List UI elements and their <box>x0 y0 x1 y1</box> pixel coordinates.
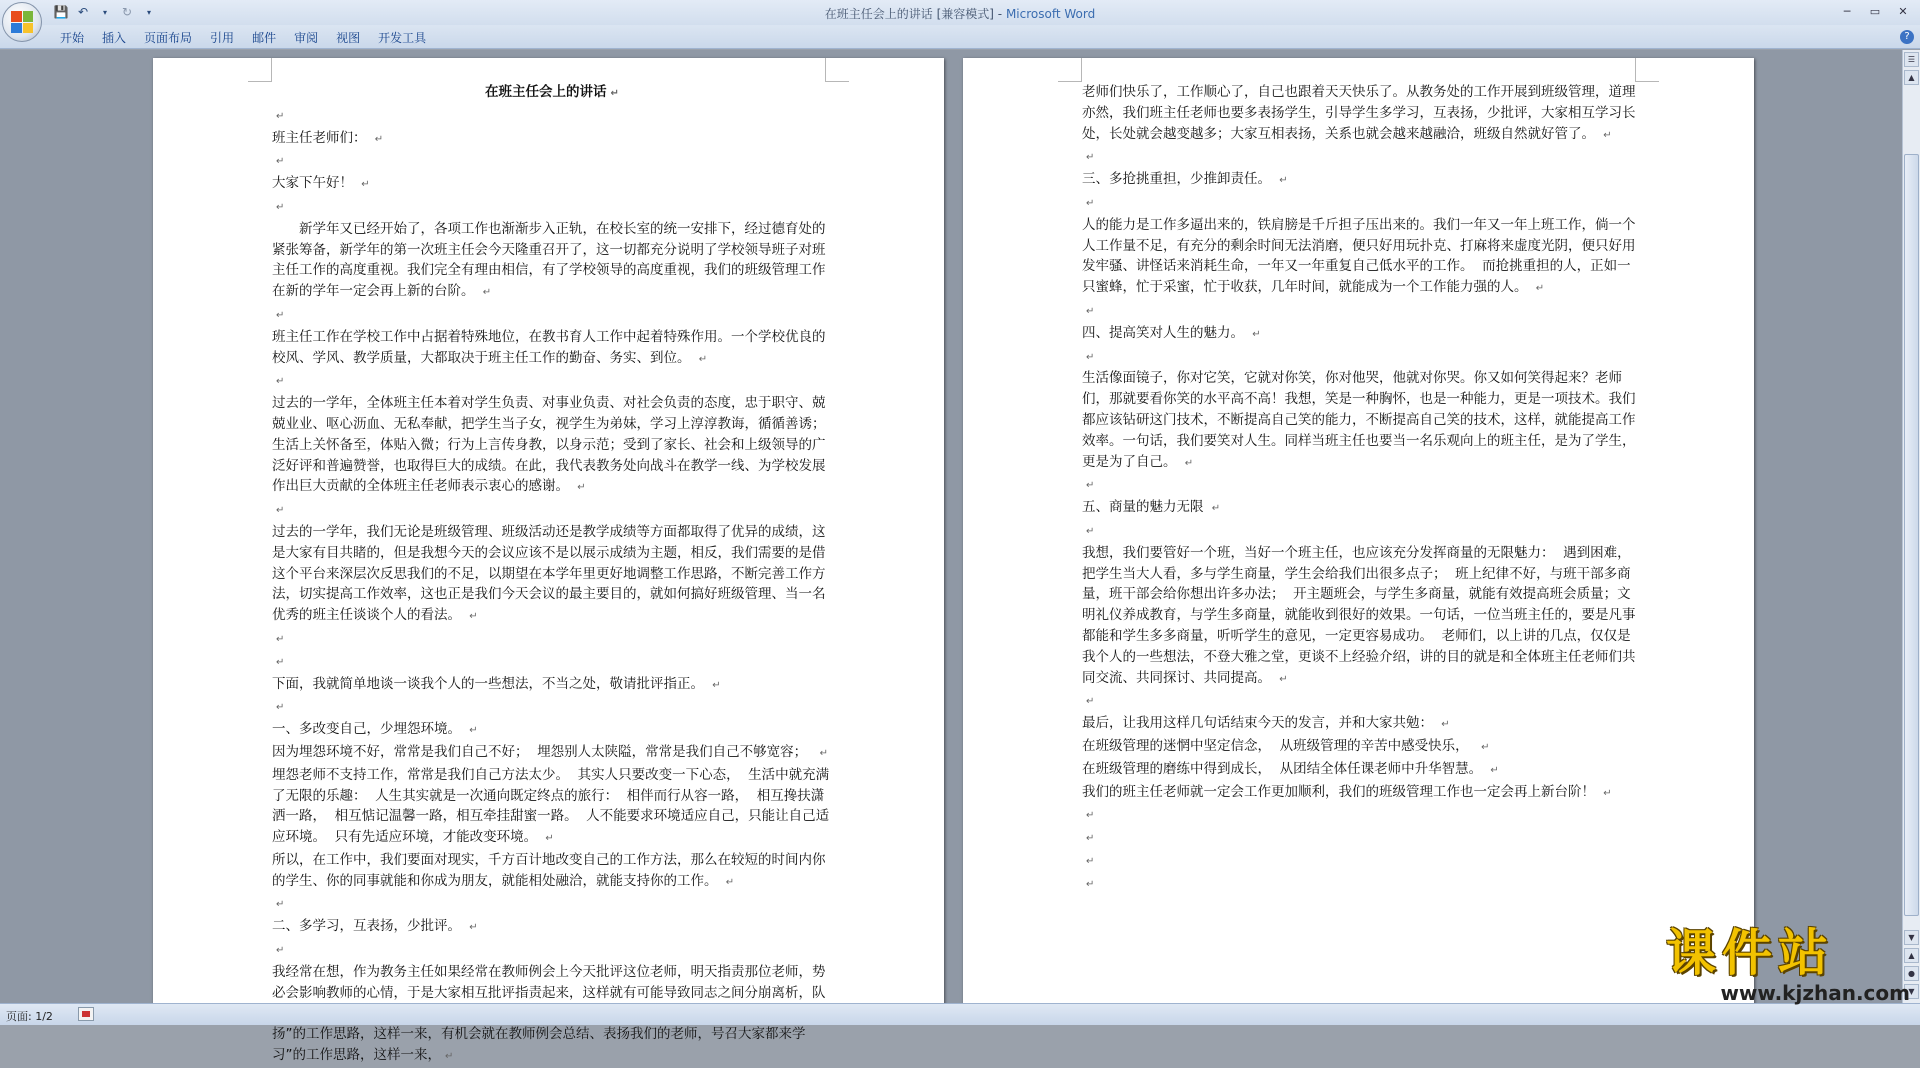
scroll-down-icon[interactable]: ▼ <box>1904 930 1919 945</box>
paragraph-mark-icon: ↵ <box>374 133 384 145</box>
page-count-status[interactable]: 页面: 1/2 <box>6 1010 53 1023</box>
vertical-scrollbar[interactable] <box>1902 50 1920 1003</box>
paragraph-mark-icon: ↵ <box>698 353 708 365</box>
window-controls <box>1834 2 1916 20</box>
customize-qat-icon[interactable]: ▾ <box>146 7 151 17</box>
paragraph-mark-icon: ↵ <box>1086 525 1095 537</box>
status-bar <box>0 1003 1920 1025</box>
paragraph-text: 老师们快乐了，工作顺心了，自己也跟着天天快乐了。从教务处的工作开展到班级管理，道理亦然，我们班主任老师也要多表扬学生，引导学生多学习，互表扬，少批评，大家相互学习长处，长处就会越变越多；大家互相表扬，关系也就会越来越融洽，班级自然就好管了。 <box>1082 84 1636 142</box>
minimize-icon[interactable]: ─ <box>1843 4 1851 18</box>
paragraph-text: 五、商量的魅力无限 <box>1082 499 1208 516</box>
paragraph-mark-icon: ↵ <box>577 482 586 494</box>
document-paragraph[interactable] <box>1082 146 1642 169</box>
paragraph-mark-icon: ↵ <box>1279 673 1288 685</box>
document-paragraph[interactable] <box>272 522 832 628</box>
help-icon[interactable]: ? <box>1900 30 1914 44</box>
document-paragraph[interactable] <box>272 628 832 651</box>
paragraph-text: 过去的一学年，我们无论是班级管理、班级活动还是教学成绩等方面都取得了优异的成绩，这是大家有目共睹的，但是我想今天的会议应该不是以展示成绩为主题，相反，我们需要的是借这个平台来深层次反思我们的不足，以期望在本学年里更好地调整工作思路，不断完善工作方法，切实提高工作效率，这也正是我们今天会议的最主要目的，就如何搞好班级管理、当一名优秀的班主任谈谈个人的看法。 <box>272 523 826 624</box>
maximize-icon[interactable]: ▭ <box>1869 4 1881 18</box>
document-paragraph[interactable] <box>272 893 832 916</box>
previous-page-icon[interactable]: ▲ <box>1904 948 1919 963</box>
document-paragraph[interactable] <box>1082 192 1642 215</box>
document-paragraph[interactable] <box>272 196 832 219</box>
document-paragraph[interactable] <box>272 128 832 151</box>
paragraph-text: 我经常在想，作为教务主任如果经常在教师例会上今天批评这位老师，明天指责那位老师，势必会影响教师的心情，于是大家相互批评指责起来，这样就有可能导致同志之间分崩离析，队 扬”的工作思路，这样一来，有机会就在教师例会总结、表扬我们的老师，号召大家都来学习”的工作思路，这样一来， <box>272 963 826 1064</box>
document-paragraph[interactable] <box>272 719 832 742</box>
paragraph-mark-icon: ↵ <box>469 922 478 934</box>
document-paragraph[interactable] <box>1082 368 1642 474</box>
paragraph-text: 我想，我们要管好一个班，当好一个班主任，也应该充分发挥商量的无限魅力： 遇到困难，把学生当大人看，多与学生商量，学生会给我们出很多点子； 班上纪律不好，与班干部多商量，班干部会给你想出许多办法； 开主题班会，与学生多商量，就能有效提高班会质量；文明礼仪养成教育，与学生多商量，就能收到很好的效果。一句话，一位当班主任的，要是凡事都能和学生多多商量，听听学生的意见，一定更容易成功。 老师们，以上讲的几点，仅仅是我个人的一些想法，不登大雅之堂，更谈不上经验介绍，讲的目的就是和全体班主任老师们共同交流、共同探讨、共同提高。 <box>1082 544 1636 686</box>
document-paragraph[interactable] <box>272 651 832 674</box>
paragraph-mark-icon: ↵ <box>276 899 285 911</box>
document-paragraph[interactable] <box>272 393 832 499</box>
paragraph-text: 因为埋怨环境不好，常常是我们自己不好； 埋怨别人太陕隘，常常是我们自己不够宽容； <box>272 743 816 760</box>
paragraph-mark-icon: ↵ <box>1086 855 1095 867</box>
document-paragraph[interactable] <box>1082 736 1642 759</box>
paragraph-mark-icon: ↵ <box>276 702 285 714</box>
paragraph-mark-icon: ↵ <box>1086 351 1095 363</box>
crop-mark <box>1635 58 1659 82</box>
document-title: 在班主任会上的讲话 [兼容模式] <box>824 7 994 21</box>
document-paragraph[interactable] <box>272 327 832 371</box>
paragraph-text: 过去的一学年，全体班主任本着对学生负责、对事业负责、对社会负责的态度，忠于职守、兢兢业业、呕心沥血、无私奉献，把学生当子女，视学生为弟妹，学习上淳淳教诲，循循善诱；生活上关怀备至，体贴入微；行为上言传身教，以身示范；受到了家长、社会和上级领导的广泛好评和普遍赞誉，也取得巨大的成绩。在此，我代表教务处向战斗在教学一线、为学校发展作出巨大贡献的全体班主任老师表示衷心的感谢。 <box>272 395 826 495</box>
paragraph-text: 大家下午好！ <box>272 175 358 192</box>
paragraph-mark-icon: ↵ <box>276 156 285 168</box>
paragraph-mark-icon: ↵ <box>712 679 721 691</box>
proofing-status-icon[interactable] <box>78 1007 94 1021</box>
ruler-toggle-icon[interactable]: ☰ <box>1904 52 1919 67</box>
tab-home[interactable]: 开始 <box>60 31 85 45</box>
paragraph-mark-icon: ↵ <box>361 179 370 191</box>
paragraph-mark-icon: ↵ <box>1184 457 1194 469</box>
document-paragraph[interactable] <box>272 916 832 939</box>
tab-insert[interactable]: 插入 <box>102 31 127 45</box>
document-paragraph[interactable] <box>272 150 832 173</box>
document-page-2[interactable] <box>963 58 1754 1018</box>
paragraph-mark-icon: ↵ <box>1086 305 1095 317</box>
scrollbar-thumb[interactable] <box>1904 154 1919 916</box>
page-1-text[interactable] <box>272 82 832 1068</box>
paragraph-mark-icon: ↵ <box>1086 810 1095 822</box>
office-logo-icon <box>11 11 33 33</box>
paragraph-text: 下面，我就简单地谈一谈我个人的一些想法，不当之处，敬请批评指正。 <box>272 675 709 692</box>
document-heading[interactable] <box>272 82 832 105</box>
document-paragraph[interactable] <box>1082 346 1642 369</box>
document-paragraph[interactable] <box>1082 169 1642 192</box>
close-icon[interactable]: ✕ <box>1898 4 1908 18</box>
paragraph-mark-icon: ↵ <box>482 287 492 299</box>
title-separator: - <box>993 7 1006 21</box>
tab-page-layout[interactable]: 页面布局 <box>144 31 193 45</box>
paragraph-mark-icon: ↵ <box>276 656 285 668</box>
paragraph-text: 生活像面镜子，你对它笑，它就对你笑，你对他哭，他就对你哭。你又如何笑得起来？老师们，那就要看你笑的水平高不高！我想，笑是一种胸怀，也是一种能力，更是一项技术。我们都应该钻研这门技术，不断提高自己笑的能力，不断提高自己笑的技术，这样，就能提高工作效率。一句话，我们要笑对人生。同样当班主任也要当一名乐观向上的班主任，是为了学生，更是为了自己。 <box>1082 370 1636 470</box>
document-paragraph[interactable] <box>1082 323 1642 346</box>
paragraph-mark-icon: ↵ <box>1086 878 1095 890</box>
document-paragraph[interactable] <box>272 219 832 304</box>
paragraph-mark-icon: ↵ <box>1279 175 1288 187</box>
window-title <box>0 5 1920 22</box>
paragraph-mark-icon: ↵ <box>469 725 478 737</box>
undo-icon[interactable]: ↶ <box>77 5 89 19</box>
watermark-logo <box>1666 925 1914 1003</box>
paragraph-text: 四、提高笑对人生的魅力。 <box>1082 324 1249 341</box>
paragraph-text: 所以，在工作中，我们要面对现实，千方百计地改变自己的工作方法，那么在较短的时间内你的学生、你的同事就能和你成为朋友，就能相处融洽，就能支持你的工作。 <box>272 851 826 889</box>
tab-review[interactable]: 审阅 <box>294 31 319 45</box>
ribbon-tab-bar <box>0 25 1920 49</box>
select-browse-object-icon[interactable]: ● <box>1904 966 1919 981</box>
paragraph-mark-icon: ↵ <box>545 833 554 845</box>
paragraph-text: 埋怨老师不支持工作，常常是我们自己方法太少。 其实人只要改变一下心态， 生活中就充满了无限的乐趣： 人生其实就是一次通向既定终点的旅行： 相伴而行从容一路， 相互搀扶潇洒一路， 相互惦记温馨一路，相互牵挂甜蜜一路。 人不能要求环境适应自己，只能让自己适应环境。 只有先适应环境，才能改变环境。 <box>272 766 830 846</box>
paragraph-mark-icon: ↵ <box>276 201 285 213</box>
paragraph-mark-icon: ↵ <box>725 876 735 888</box>
watermark-text: 课件站 <box>1666 924 1834 982</box>
paragraph-text: 在班级管理的磨练中得到成长， 从团结全体任课老师中升华智慧。 <box>1082 760 1487 777</box>
tab-references[interactable]: 引用 <box>210 31 235 45</box>
document-paragraph[interactable] <box>272 696 832 719</box>
crop-mark <box>248 58 272 82</box>
paragraph-mark-icon: ↵ <box>1603 787 1612 799</box>
document-paragraph[interactable] <box>272 370 832 393</box>
tab-view[interactable]: 视图 <box>336 31 361 45</box>
paragraph-mark-icon: ↵ <box>276 633 285 645</box>
page-2-text[interactable] <box>1082 82 1642 895</box>
paragraph-text: 一、多改变自己，少埋怨环境。 <box>272 721 466 738</box>
paragraph-mark-icon: ↵ <box>819 747 829 759</box>
paragraph-mark-icon: ↵ <box>276 376 285 388</box>
paragraph-text: 在班级管理的迷惘中坚定信念， 从班级管理的辛苦中感受快乐， <box>1082 737 1478 754</box>
document-page-1[interactable] <box>153 58 944 1064</box>
paragraph-text: 人的能力是工作多逼出来的，铁肩膀是千斤担子压出来的。我们一年又一年上班工作，倘一个人工作量不足，有充分的剩余时间无法消磨，便只好用玩扑克、打麻将来虚度光阴，便只好用发牢骚、讲怪话来消耗生命，一年又一年重复自己低水平的工作。 而抢挑重担的人，正如一只蜜蜂，忙于采蜜，忙于收获，几年时间，就能成为一个工作能力强的人。 <box>1082 216 1636 296</box>
document-paragraph[interactable] <box>1082 804 1642 827</box>
paragraph-mark-icon: ↵ <box>445 1051 454 1063</box>
document-paragraph[interactable] <box>1082 474 1642 497</box>
document-paragraph[interactable] <box>1082 873 1642 896</box>
document-paragraph[interactable] <box>1082 713 1642 736</box>
paragraph-text: 新学年又已经开始了，各项工作也渐渐步入正轨，在校长室的统一安排下，经过德育处的紧张筹备，新学年的第一次班主任会今天隆重召开了，这一切都充分说明了学校领导班子对班主任工作的高度重视。我们完全有理由相信，有了学校领导的高度重视，我们的班级管理工作在新的学年一定会再上新的台阶。 <box>272 220 826 300</box>
dropdown-arrow-icon[interactable]: ▾ <box>102 7 107 17</box>
title-bar <box>0 0 1920 25</box>
next-page-icon[interactable]: ▼ <box>1904 984 1919 999</box>
paragraph-mark-icon: ↵ <box>1086 197 1095 209</box>
paragraph-mark-icon: ↵ <box>1252 328 1261 340</box>
document-paragraph[interactable] <box>1082 850 1642 873</box>
crop-mark <box>825 58 849 82</box>
paragraph-mark-icon: ↵ <box>1086 152 1095 164</box>
document-paragraph[interactable] <box>272 105 832 128</box>
paragraph-text: 班主任老师们： <box>272 129 371 146</box>
paragraph-mark-icon: ↵ <box>1211 503 1221 515</box>
paragraph-text: 我们的班主任老师就一定会工作更加顺利，我们的班级管理工作也一定会再上新台阶！ <box>1082 783 1600 800</box>
paragraph-mark-icon: ↵ <box>1603 129 1612 141</box>
paragraph-mark-icon: ↵ <box>276 505 285 517</box>
document-paragraph[interactable] <box>1082 759 1642 782</box>
paragraph-mark-icon: ↵ <box>1086 833 1095 845</box>
document-paragraph[interactable] <box>1082 82 1642 146</box>
crop-mark <box>1058 58 1082 82</box>
redo-icon[interactable]: ↻ <box>121 5 133 19</box>
document-paragraph[interactable] <box>272 939 832 962</box>
document-paragraph[interactable] <box>1082 827 1642 850</box>
watermark-url: www.kjzhan.com <box>1720 981 1910 1005</box>
document-paragraph[interactable] <box>272 499 832 522</box>
tab-developer[interactable]: 开发工具 <box>378 31 427 45</box>
document-paragraph[interactable] <box>1082 782 1642 805</box>
document-paragraph[interactable] <box>272 173 832 196</box>
paragraph-mark-icon: ↵ <box>276 945 285 957</box>
paragraph-mark-icon: ↵ <box>610 88 619 99</box>
paragraph-text: 二、多学习，互表扬，少批评。 <box>272 918 466 935</box>
document-paragraph[interactable] <box>1082 300 1642 323</box>
paragraph-mark-icon: ↵ <box>276 110 285 122</box>
paragraph-text: 三、多抢挑重担，少推卸责任。 <box>1082 171 1276 188</box>
scroll-up-icon[interactable]: ▲ <box>1904 70 1919 85</box>
paragraph-mark-icon: ↵ <box>1441 719 1450 731</box>
document-paragraph[interactable] <box>1082 543 1642 691</box>
paragraph-mark-icon: ↵ <box>1481 741 1490 753</box>
paragraph-mark-icon: ↵ <box>1086 696 1095 708</box>
document-paragraph[interactable] <box>1082 690 1642 713</box>
document-paragraph[interactable] <box>1082 497 1642 520</box>
office-button[interactable] <box>2 2 42 42</box>
document-paragraph[interactable] <box>272 674 832 697</box>
paragraph-mark-icon: ↵ <box>469 611 478 623</box>
document-paragraph[interactable] <box>272 850 832 894</box>
tab-mailings[interactable]: 邮件 <box>252 31 277 45</box>
paragraph-mark-icon: ↵ <box>1535 283 1545 295</box>
app-name: Microsoft Word <box>1005 7 1096 21</box>
paragraph-mark-icon: ↵ <box>1490 764 1499 776</box>
ribbon-tabs <box>60 29 444 46</box>
document-paragraph[interactable] <box>1082 215 1642 300</box>
paragraph-text: 班主任工作在学校工作中占据着特殊地位，在教书育人工作中起着特殊作用。一个学校优良的校风、学风、教学质量，大都取决于班主任工作的勤奋、务实、到位。 <box>272 328 826 366</box>
document-paragraph[interactable] <box>272 742 832 765</box>
paragraph-text: 在班主任会上的讲话 <box>485 84 607 100</box>
document-paragraph[interactable] <box>272 304 832 327</box>
paragraph-mark-icon: ↵ <box>1086 480 1095 492</box>
paragraph-mark-icon: ↵ <box>276 309 285 321</box>
document-paragraph[interactable] <box>272 765 832 850</box>
save-icon[interactable]: 💾 <box>53 5 69 19</box>
document-paragraph[interactable] <box>1082 520 1642 543</box>
paragraph-text: 最后，让我用这样几句话结束今天的发言，并和大家共勉： <box>1082 715 1438 732</box>
